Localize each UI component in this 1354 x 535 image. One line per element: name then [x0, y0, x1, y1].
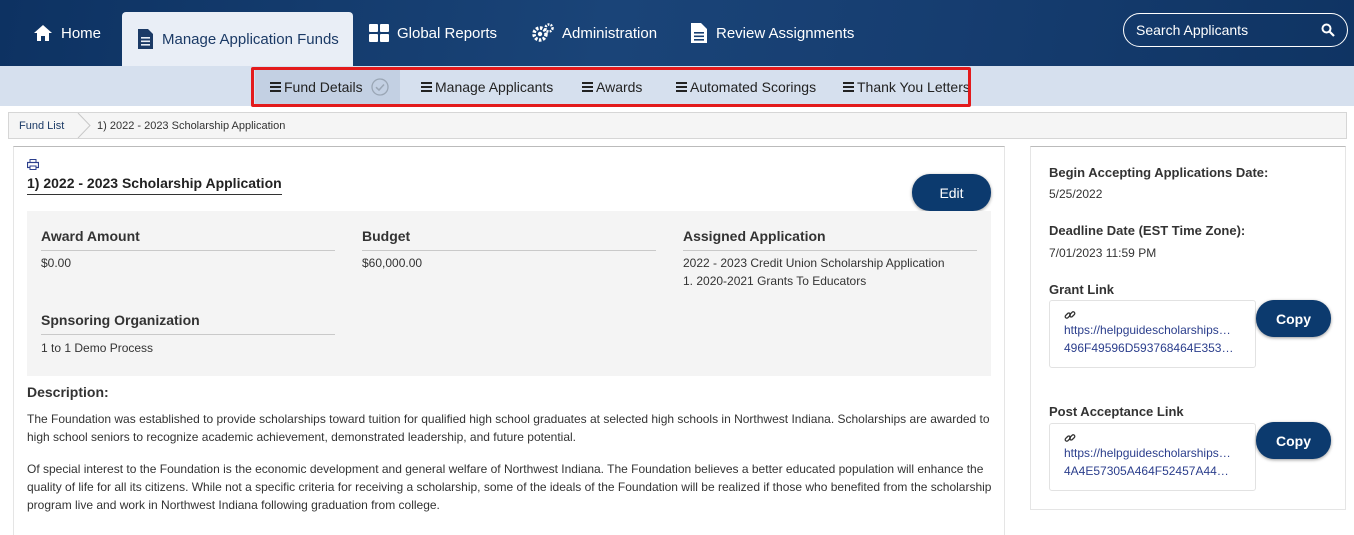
deadline-label: Deadline Date (EST Time Zone):	[1049, 223, 1246, 238]
nav-home[interactable]	[33, 0, 101, 66]
assigned-application-item: 1. 2020-2021 Grants To Educators	[683, 274, 867, 288]
home-icon	[33, 24, 53, 42]
tab-thank-you-letters-label: Thank You Letters	[857, 79, 970, 95]
grant-link-label: Grant Link	[1049, 282, 1115, 297]
post-acceptance-link-url[interactable]: 4A4E57305A464F52457A44…	[1064, 464, 1229, 478]
begin-date-value: 5/25/2022	[1049, 187, 1103, 201]
edit-button[interactable]: Edit	[912, 174, 991, 211]
gears-icon	[532, 23, 554, 43]
nav-home-label: Home	[61, 24, 102, 42]
award-amount-value: $0.00	[41, 256, 72, 270]
post-acceptance-link-label: Post Acceptance Link	[1049, 404, 1184, 419]
nav-manage-funds[interactable]	[122, 12, 353, 66]
nav-manage-funds-label: Manage Application Funds	[162, 30, 339, 48]
post-acceptance-link-url[interactable]: https://helpguidescholarships…	[1064, 446, 1231, 460]
tab-awards-label: Awards	[596, 79, 643, 95]
nav-global-reports[interactable]	[369, 0, 497, 66]
tab-manage-applicants-label: Manage Applicants	[435, 79, 554, 95]
nav-global-reports-label: Global Reports	[397, 24, 498, 42]
copy-grant-link-button[interactable]: Copy	[1256, 300, 1331, 337]
tab-fund-details-label: Fund Details	[284, 79, 363, 95]
file-text-icon	[690, 22, 708, 44]
top-navigation	[0, 0, 1354, 66]
link-icon	[1064, 309, 1076, 321]
budget-value: $60,000.00	[362, 256, 423, 270]
nav-review-assignments[interactable]	[690, 0, 854, 66]
breadcrumb	[8, 112, 1347, 139]
breadcrumb-separator-icon	[77, 113, 91, 138]
grant-link-url[interactable]: 496F49596D593768464E353…	[1064, 341, 1234, 355]
post-acceptance-link-box	[1049, 423, 1256, 491]
grant-link-url[interactable]: https://helpguidescholarships…	[1064, 323, 1231, 337]
page-title: 1) 2022 - 2023 Scholarship Application	[27, 175, 282, 195]
description-paragraph: Of special interest to the Foundation is the economic development and general welfare of Northwest Indiana. The Foundation believes a better educated population will enhance the quality of life for all its citizens. While not a specific criteria for receiving a scholarship, some of the ideals of the Foundation will be realized if those who benefited from the scholarship program live and work in Northwest Indiana following graduation from college.	[27, 462, 992, 512]
document-icon	[136, 28, 154, 50]
search-icon[interactable]	[1321, 23, 1335, 37]
nav-administration-label: Administration	[562, 24, 658, 42]
deadline-value: 7/01/2023 11:59 PM	[1049, 246, 1157, 260]
breadcrumb-current: 1) 2022 - 2023 Scholarship Application	[97, 120, 286, 132]
budget-label: Budget	[362, 228, 656, 251]
sponsoring-organization-value: 1 to 1 Demo Process	[41, 341, 154, 355]
assigned-application-item: 2022 - 2023 Credit Union Scholarship Application	[683, 256, 945, 270]
begin-date-label: Begin Accepting Applications Date:	[1049, 165, 1269, 180]
nav-administration[interactable]	[532, 0, 657, 66]
description-paragraph: The Foundation was established to provide scholarships toward tuition for qualified high school graduates at selected high schools in Northwest Indiana. Scholarships are awarded to high school seniors to recognize academic achievement, demonstrated leadership, and future potential.	[27, 412, 990, 444]
copy-post-acceptance-link-button[interactable]: Copy	[1256, 422, 1331, 459]
nav-review-assignments-label: Review Assignments	[716, 24, 855, 42]
grant-link-box	[1049, 300, 1256, 368]
grid-icon	[369, 24, 389, 42]
sponsoring-organization-label: Spnsoring Organization	[41, 312, 335, 335]
tab-automated-scorings-label: Automated Scorings	[690, 79, 817, 95]
link-icon	[1064, 432, 1076, 444]
assigned-application-label: Assigned Application	[683, 228, 977, 251]
breadcrumb-fund-list-link[interactable]: Fund List	[19, 120, 65, 132]
highlight-box	[251, 67, 971, 107]
print-icon[interactable]	[27, 159, 39, 170]
award-amount-label: Award Amount	[41, 228, 335, 251]
search-applicants-input[interactable]	[1123, 13, 1348, 47]
search-placeholder: Search Applicants	[1136, 22, 1249, 38]
description-label: Description:	[27, 384, 109, 400]
